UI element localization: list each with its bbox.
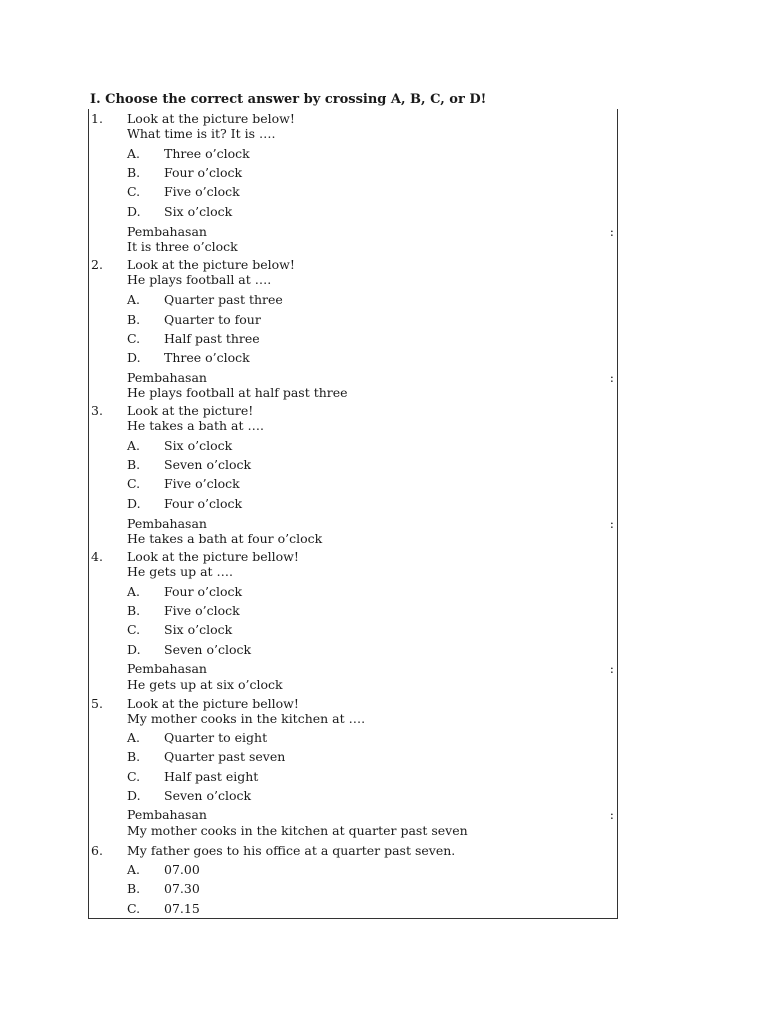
option-c[interactable]: C. Half past three: [127, 331, 260, 346]
answer-text: It is three o’clock: [127, 239, 238, 254]
option-d[interactable]: D. Seven o’clock: [127, 642, 252, 657]
option-a[interactable]: A. Four o’clock: [127, 584, 243, 599]
question-line: Look at the picture bellow!: [127, 549, 299, 564]
discussion-colon: :: [609, 807, 614, 822]
answer-text: My mother cooks in the kitchen at quarter past seven: [127, 823, 468, 838]
discussion-label: Pembahasan: [127, 807, 207, 822]
option-d[interactable]: D. Three o’clock: [127, 350, 250, 365]
question-line: Look at the picture below!: [127, 257, 295, 272]
option-c[interactable]: C. 07.15: [127, 901, 200, 916]
option-c[interactable]: C. Five o’clock: [127, 184, 240, 199]
discussion-label: Pembahasan: [127, 516, 207, 531]
option-b[interactable]: B. Four o’clock: [127, 165, 243, 180]
option-a[interactable]: A. Six o’clock: [127, 438, 233, 453]
option-b[interactable]: B. Quarter to four: [127, 312, 261, 327]
question-number: 1.: [91, 111, 103, 126]
option-d[interactable]: D. Four o’clock: [127, 496, 243, 511]
question-number: 6.: [91, 843, 103, 858]
discussion-colon: :: [609, 516, 614, 531]
discussion-label: Pembahasan: [127, 224, 207, 239]
question-number: 5.: [91, 696, 103, 711]
discussion-colon: :: [609, 661, 614, 676]
question-line: Look at the picture below!: [127, 111, 295, 126]
discussion-label: Pembahasan: [127, 661, 207, 676]
discussion-label: Pembahasan: [127, 370, 207, 385]
question-line: My father goes to his office at a quarter past seven.: [127, 843, 456, 858]
question-line: Look at the picture!: [127, 403, 254, 418]
page-title: I. Choose the correct answer by crossing A, B, C, or D!: [90, 92, 487, 107]
option-a[interactable]: A. Three o’clock: [127, 146, 250, 161]
answer-text: He plays football at half past three: [127, 385, 348, 400]
option-a[interactable]: A. Quarter to eight: [127, 730, 268, 745]
question-number: 4.: [91, 549, 103, 564]
discussion-colon: :: [609, 224, 614, 239]
discussion-colon: :: [609, 370, 614, 385]
option-c[interactable]: C. Six o’clock: [127, 622, 233, 637]
question-line: Look at the picture bellow!: [127, 696, 299, 711]
option-b[interactable]: B. Five o’clock: [127, 603, 240, 618]
question-number: 2.: [91, 257, 103, 272]
question-line: What time is it? It is ….: [127, 126, 276, 141]
answer-text: He gets up at six o’clock: [127, 677, 283, 692]
question-frame: [88, 109, 618, 919]
option-a[interactable]: A. 07.00: [127, 862, 200, 877]
question-number: 3.: [91, 403, 103, 418]
question-line: He takes a bath at ….: [127, 418, 264, 433]
option-a[interactable]: A. Quarter past three: [127, 292, 283, 307]
question-line: He plays football at ….: [127, 272, 272, 287]
option-d[interactable]: D. Six o’clock: [127, 204, 233, 219]
option-c[interactable]: C. Five o’clock: [127, 476, 240, 491]
answer-text: He takes a bath at four o’clock: [127, 531, 323, 546]
option-d[interactable]: D. Seven o’clock: [127, 788, 252, 803]
option-b[interactable]: B. Quarter past seven: [127, 749, 286, 764]
option-c[interactable]: C. Half past eight: [127, 769, 259, 784]
option-b[interactable]: B. 07.30: [127, 881, 200, 896]
option-b[interactable]: B. Seven o’clock: [127, 457, 252, 472]
question-line: He gets up at ….: [127, 564, 234, 579]
question-line: My mother cooks in the kitchen at ….: [127, 711, 366, 726]
